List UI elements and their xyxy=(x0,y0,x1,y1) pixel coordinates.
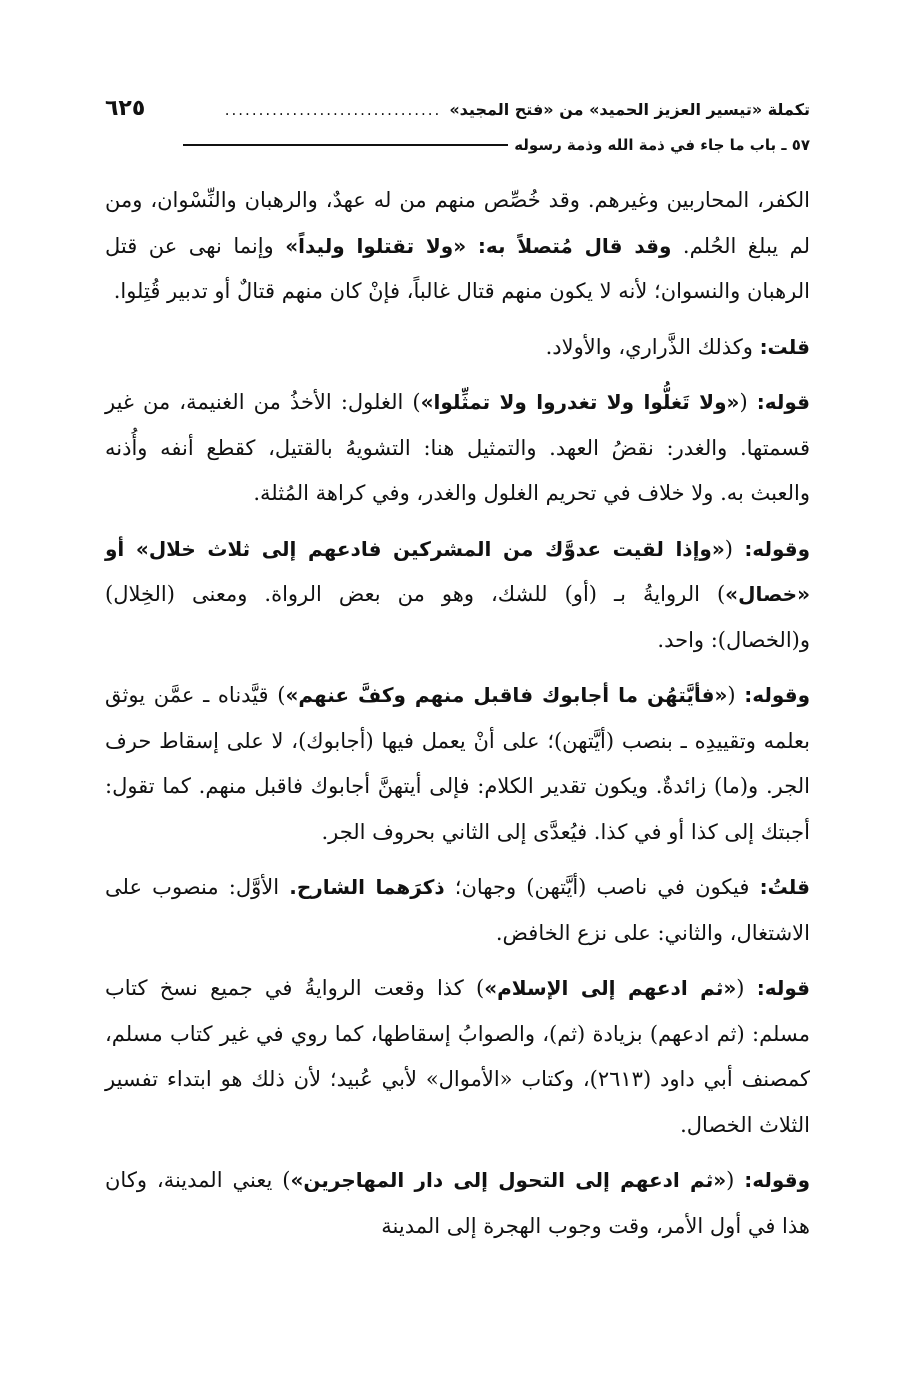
bold-text-segment: «ثم ادعهم إلى التحول إلى دار المهاجرين» xyxy=(290,1168,727,1192)
bold-text-segment: وقوله: xyxy=(744,1168,810,1192)
paragraph xyxy=(105,178,810,315)
bold-text-segment: قوله: xyxy=(756,976,810,1000)
chapter-title: ٥٧ ـ باب ما جاء في ذمة الله وذمة رسوله xyxy=(514,136,810,154)
text-segment: ( xyxy=(726,1168,745,1192)
paragraph xyxy=(105,673,810,855)
running-header xyxy=(105,96,810,130)
bold-text-segment: ذكرَهما الشارح. xyxy=(289,875,445,899)
bold-text-segment: قلت: xyxy=(759,334,810,359)
text-segment: ) كذا وقعت الروايةُ في جميع نسخ كتاب مسلم: (ثم ادعهم) بزيادة (ثم)، والصوابُ إسقاطها، كما روي في غير كتاب مسلم، كمصنف أبي داود (٢٦١٣)، وكتاب «الأموال» لأبي عُبيد؛ لأن ذلك هو ابتداء تفسير الثلاث الخصال. xyxy=(105,976,810,1137)
bold-text-segment: وقوله: xyxy=(744,683,810,707)
bold-text-segment: وقوله: xyxy=(744,536,811,561)
text-segment: الكفر، المحاربين وغيرهم. وقد خُصِّص منهم من له عهدٌ، والرهبان والنِّسْوان، ومن لم يبلغ الحُلم. xyxy=(105,188,811,258)
book-page xyxy=(105,96,810,1259)
page-number: ٦٢٥ xyxy=(105,96,146,121)
bold-text-segment: «فأيَّتهُن ما أجابوك فاقبل منهم وكفَّ عنهم» xyxy=(285,683,728,707)
bold-text-segment: قوله: xyxy=(756,390,810,414)
bold-text-segment: «ولا تَغلُّوا ولا تغدروا ولا تمثِّلوا» xyxy=(420,390,740,414)
text-segment: وكذلك الذَّراري، والأولاد. xyxy=(545,334,760,359)
text-segment: فيكون في ناصب (أيَّتهن) وجهان؛ xyxy=(444,875,760,899)
text-segment: ( xyxy=(736,976,757,1000)
bold-text-segment: قلتُ: xyxy=(759,875,811,899)
bold-text-segment: «وإذا لقيت عدوَّك من المشركين فادعهم إلى ثلاث خلال» أو «خصال» xyxy=(105,536,810,606)
leader-dots: ................................ xyxy=(224,101,442,119)
bold-text-segment: وقد قال مُتصلاً به: «ولا تقتلوا وليداً» xyxy=(285,233,672,258)
text-segment: ) قيَّدناه ـ عمَّن يوثق بعلمه وتقييدِه ـ بنصب (أيَّتهن)؛ على أنْ يعمل فيها (أجابوك)، لا على إسقاط حرف الجر. و(ما) زائدةٌ. ويكون تقدير الكلام: فإلى أيتهنَّ أجابوك فاقبل منهم. كما تقول: أجبتك إلى كذا أو في كذا. فيُعدَّى إلى الثاني بحروف الجر. xyxy=(105,683,810,844)
running-title: تكملة «تيسير العزيز الحميد» من «فتح المجيد» xyxy=(449,100,810,119)
bold-text-segment: «ثم ادعهم إلى الإسلام» xyxy=(484,976,737,1000)
body-text xyxy=(105,178,810,1249)
paragraph xyxy=(105,325,810,371)
text-segment: ) الغلول: الأخذُ من الغنيمة، من غير قسمتها. والغدر: نقضُ العهد. والتمثيل هنا: التشويهُ بالقتيل، كقطع أنفه وأُذنه والعبث به. ولا خلاف في تحريم الغلول والغدر، وفي كراهة المُثلة. xyxy=(105,390,810,505)
paragraph xyxy=(105,865,810,956)
text-segment: ( xyxy=(724,536,745,561)
paragraph xyxy=(105,1158,810,1249)
chapter-rule xyxy=(183,144,508,146)
text-segment: ( xyxy=(739,390,757,414)
text-segment: ) الروايةُ بـ (أو) للشك، وهو من بعض الرواة. ومعنى (الخِلال) و(الخصال): واحد. xyxy=(105,582,810,652)
text-segment: ) يعني المدينة، وكان هذا في أول الأمر، وقت وجوب الهجرة إلى المدينة xyxy=(105,1168,810,1238)
text-segment: ( xyxy=(727,683,745,707)
paragraph xyxy=(105,966,810,1148)
chapter-heading xyxy=(105,130,810,160)
text-segment: الأوَّل: منصوب على الاشتغال، والثاني: على نزع الخافض. xyxy=(105,875,810,945)
paragraph xyxy=(105,527,810,664)
paragraph xyxy=(105,380,810,517)
text-segment: وإنما نهى عن قتل الرهبان والنسوان؛ لأنه لا يكون منهم قتال غالباً، فإنْ كان منهم قتالٌ أو تدبير قُتِلوا. xyxy=(105,233,810,303)
